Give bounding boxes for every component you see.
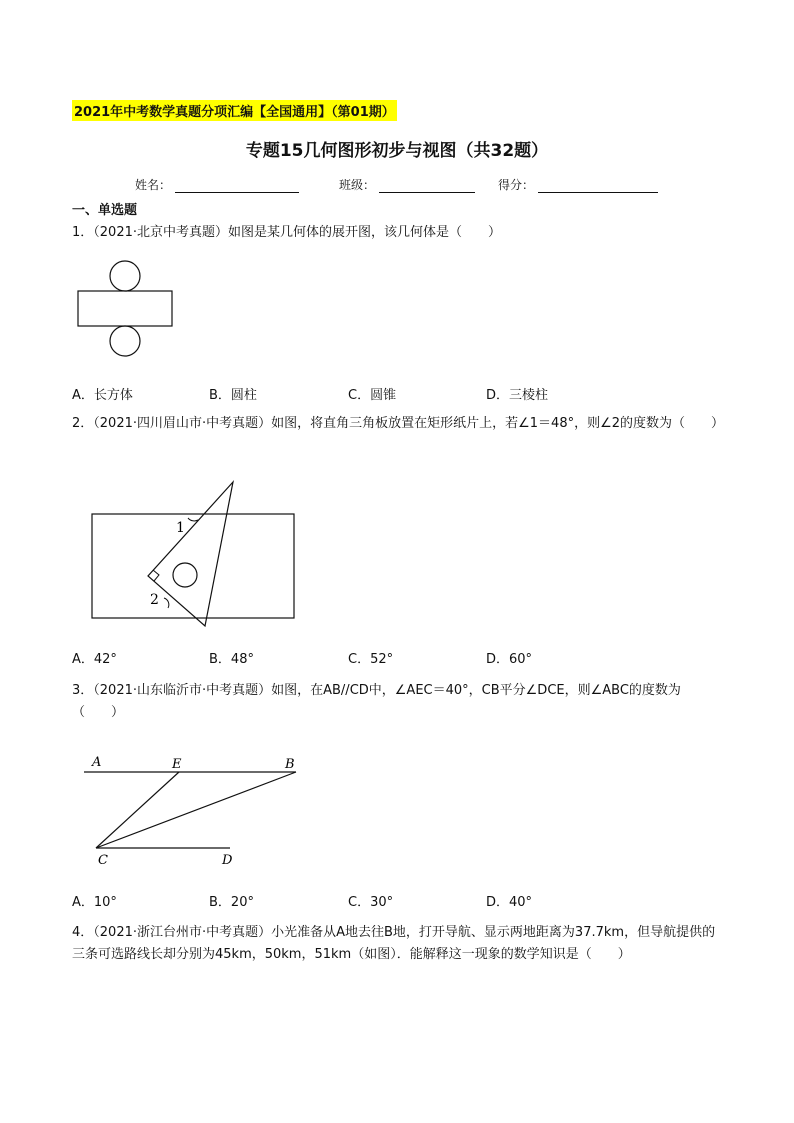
q2-hole xyxy=(173,563,197,587)
section-heading: 一、单选题 xyxy=(72,203,138,218)
question-2-stem: 2．（2021·四川眉山市·中考真题）如图，将直角三角板放置在矩形纸片上，若∠1＝48°，则∠2的度数为（ ） xyxy=(72,416,725,431)
q1-option-d: D．三棱柱 xyxy=(486,388,549,403)
q3-segment-ce xyxy=(96,772,179,848)
question-3-stem: 3．（2021·山东临沂市·中考真题）如图，在AB//CD中，∠AEC＝40°，CB平分∠DCE，则∠ABC的度数为（ ） xyxy=(72,683,681,720)
q2-option-c: C．52° xyxy=(348,652,394,667)
q2-angle2-label: 2 xyxy=(150,592,159,608)
q2-angle1-arc xyxy=(188,518,198,521)
question-4-stem: 4．（2021·浙江台州市·中考真题）小光准备从A地去往B地，打开导航、显示两地距离为37.7km，但导航提供的三条可选路线长却分别为45km，50km，51km（如图）．能解释这一现象的数学知识是（ ） xyxy=(72,925,716,962)
q1-option-a: A．长方体 xyxy=(72,388,133,403)
q3-parallel-lines-figure xyxy=(80,752,310,870)
q3-option-c: C．30° xyxy=(348,895,394,910)
q3-option-a: A．10° xyxy=(72,895,117,910)
q1-option-b: B．圆柱 xyxy=(209,388,257,403)
score-blank xyxy=(538,178,658,193)
name-field xyxy=(135,176,299,193)
q3-label-b: B xyxy=(285,757,295,772)
q2-option-a: A．42° xyxy=(72,652,117,667)
page-title: 专题15几何图形初步与视图（共32题） xyxy=(245,141,549,161)
q2-right-angle-mark xyxy=(153,570,159,581)
class-blank xyxy=(379,178,475,193)
class-field xyxy=(339,176,475,193)
q1-option-c: C．圆锥 xyxy=(348,388,397,403)
q3-option-d: D．40° xyxy=(486,895,533,910)
q2-angle2-arc xyxy=(164,598,169,608)
q3-label-d: D xyxy=(222,853,233,868)
class-label: 班级： xyxy=(339,178,376,192)
q1-net-figure xyxy=(72,256,182,362)
q3-option-b: B．20° xyxy=(209,895,254,910)
q2-triangle-figure xyxy=(80,476,300,632)
name-label: 姓名： xyxy=(135,178,172,192)
q2-option-b: B．48° xyxy=(209,652,254,667)
question-1-stem: 1．（2021·北京中考真题）如图是某几何体的展开图，该几何体是（ ） xyxy=(72,225,501,240)
series-banner: 2021年中考数学真题分项汇编【全国通用】（第01期） xyxy=(72,100,397,121)
q1-rectangle xyxy=(78,291,172,326)
q2-option-d: D．60° xyxy=(486,652,533,667)
name-blank xyxy=(175,178,299,193)
q1-top-circle xyxy=(110,261,140,291)
q3-segment-cb xyxy=(96,772,296,848)
q2-angle1-label: 1 xyxy=(176,520,185,536)
q2-set-square xyxy=(148,482,233,626)
score-label: 得分： xyxy=(498,178,535,192)
q3-label-c: C xyxy=(98,853,108,868)
q1-bottom-circle xyxy=(110,326,140,356)
score-field xyxy=(498,176,658,193)
q3-label-e: E xyxy=(172,757,182,772)
q3-label-a: A xyxy=(92,755,102,770)
